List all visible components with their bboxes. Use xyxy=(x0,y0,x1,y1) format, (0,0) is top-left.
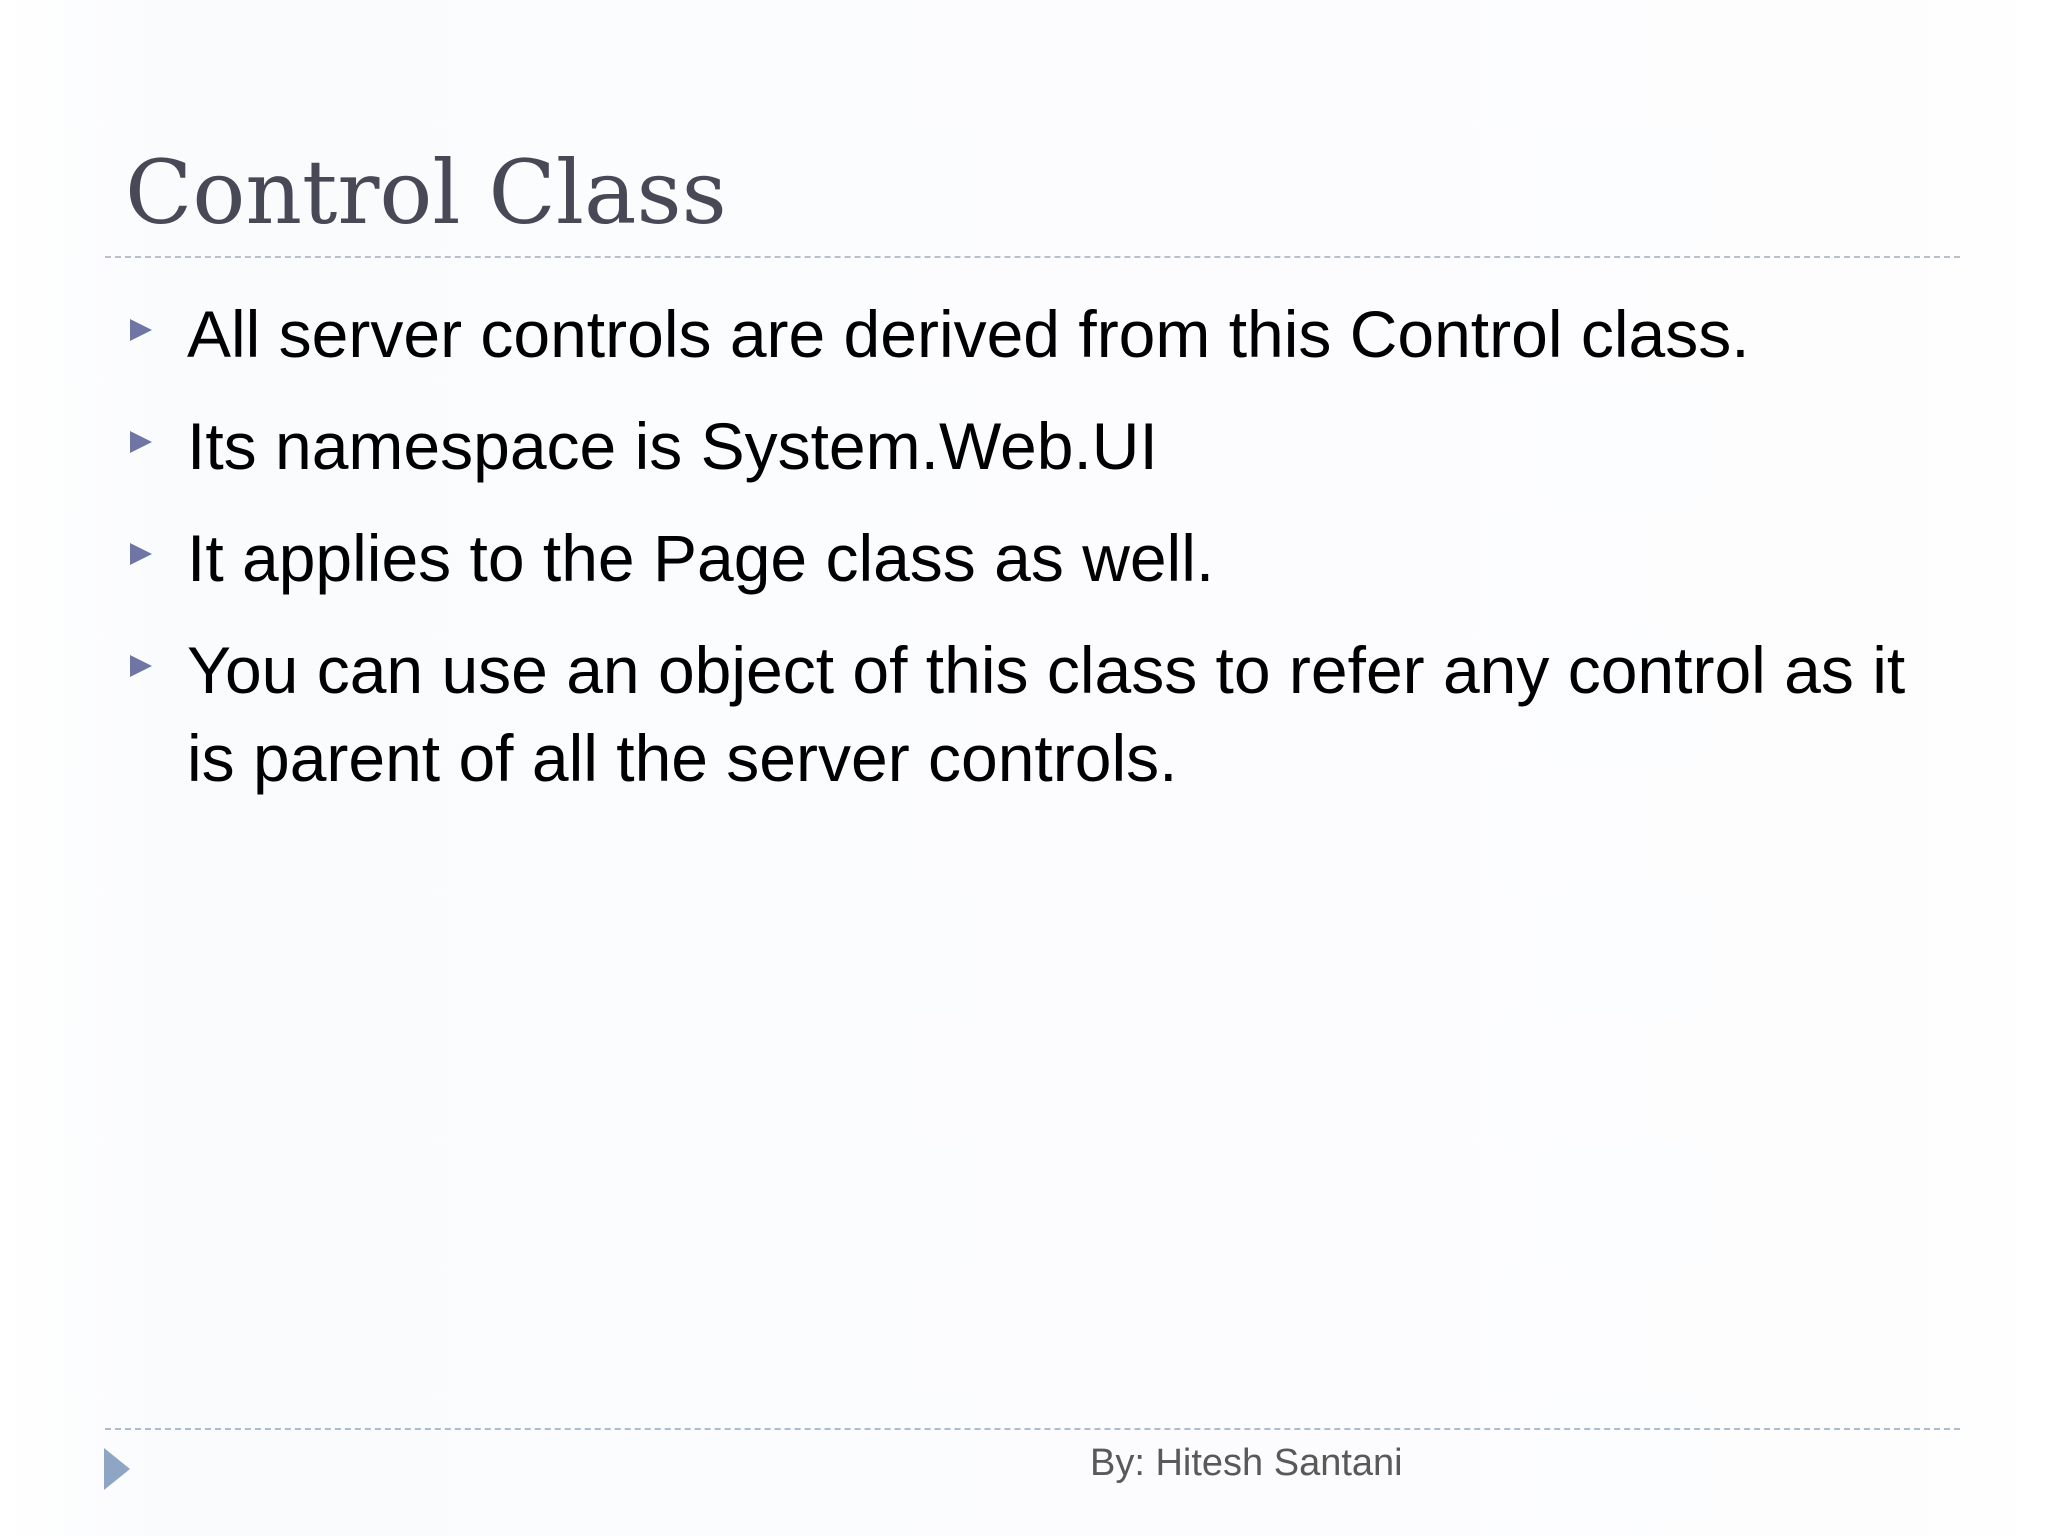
triangle-bullet-icon xyxy=(130,543,152,565)
slide-title: Control Class xyxy=(125,141,727,244)
triangle-bullet-icon xyxy=(130,431,152,453)
bullet-text: All server controls are derived from this Control class. xyxy=(187,297,1750,371)
bullet-item xyxy=(125,626,1945,802)
play-arrow-icon xyxy=(104,1448,130,1490)
bullet-list xyxy=(125,290,1945,826)
footer-author: By: Hitesh Santani xyxy=(1090,1442,1403,1484)
bullet-item xyxy=(125,514,1945,602)
triangle-bullet-icon xyxy=(130,319,152,341)
title-divider xyxy=(105,256,1960,258)
bullet-item xyxy=(125,290,1945,378)
footer-divider xyxy=(105,1428,1960,1430)
bullet-text: Its namespace is System.Web.UI xyxy=(187,409,1158,483)
bullet-text: It applies to the Page class as well. xyxy=(187,521,1215,595)
bullet-text: You can use an object of this class to refer any control as it is parent of all the server controls. xyxy=(187,633,1906,795)
bullet-item xyxy=(125,402,1945,490)
triangle-bullet-icon xyxy=(130,655,152,677)
